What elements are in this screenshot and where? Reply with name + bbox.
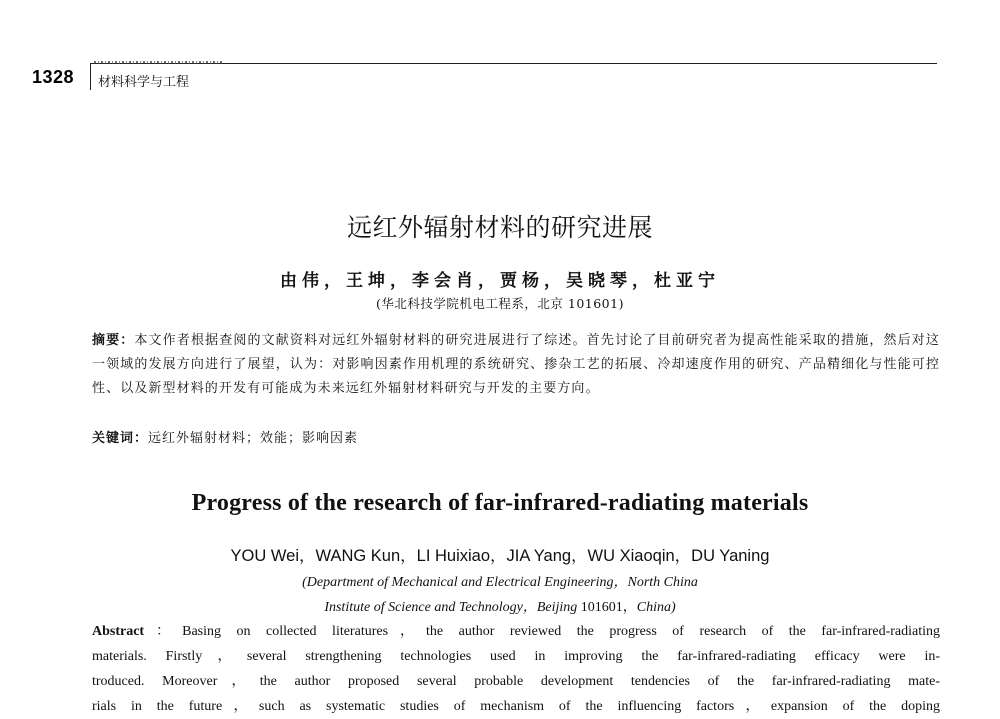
chinese-affiliation: (华北科技学院机电工程系，北京 101601) [376, 296, 624, 311]
english-abstract-line-4: rials in the future，such as systematic studies of mechanism of the influencing factors，expansion of the doping [92, 699, 940, 714]
header-rule-ornament [94, 61, 222, 64]
english-affiliation-country: China) [636, 600, 676, 615]
english-abstract-line-2: materials. Firstly，several strengthening technologies used in improving the far-infrared-radiating efficacy were in- [92, 649, 940, 664]
english-abstract-line-1: Basing on collected literatures，the author reviewed the progress of research of the far-infrared-radiating [182, 624, 940, 639]
english-title: Progress of the research of far-infrared-radiating materials [191, 490, 809, 516]
english-abstract [92, 619, 940, 719]
header-divider [90, 63, 91, 90]
chinese-abstract-text: 本文作者根据查阅的文献资料对远红外辐射材料的研究进展进行了综述。首先讨论了目前研究者为提高性能采取的措施，然后对这一领域的发展方向进行了展望，认为：对影响因素作用机理的系统研究、掺杂工艺的拓展、冷却速度作用的研究、产品精细化与性能可控性、以及新型材料的开发有可能成为未来远红外辐射材料研究与开发的主要方向。 [92, 333, 940, 396]
chinese-abstract-label: 摘要： [92, 333, 135, 348]
running-header [32, 61, 937, 91]
chinese-authors: 由伟，王坤，李会肖，贾杨，吴晓琴，杜亚宁 [280, 271, 720, 291]
english-affiliation-line1: (Department of Mechanical and Electrical Engineering，North China [302, 575, 698, 590]
english-abstract-separator: ： [144, 624, 183, 639]
english-affiliation-postcode: 101601， [577, 600, 637, 615]
chinese-keywords-text: 远红外辐射材料；效能；影响因素 [148, 431, 359, 446]
english-affiliation-line2 [0, 596, 1000, 616]
english-affiliation-institute: Institute of Science and Technology，Beijing [324, 600, 578, 615]
chinese-keywords [92, 428, 940, 450]
english-abstract-line-3: troduced. Moreover，the author proposed several probable development tendencies of the far-infrared-radiating mate- [92, 674, 940, 689]
chinese-keywords-label: 关键词： [92, 431, 149, 446]
english-abstract-label: Abstract [92, 624, 145, 639]
journal-name: 材料科学与工程 [98, 75, 190, 90]
page-number: 1328 [32, 67, 75, 87]
chinese-abstract [92, 329, 940, 401]
english-authors: YOU Wei，WANG Kun，LI Huixiao，JIA Yang，WU Xiaoqin，DU Yaning [230, 547, 770, 565]
chinese-title: 远红外辐射材料的研究进展 [346, 213, 653, 242]
